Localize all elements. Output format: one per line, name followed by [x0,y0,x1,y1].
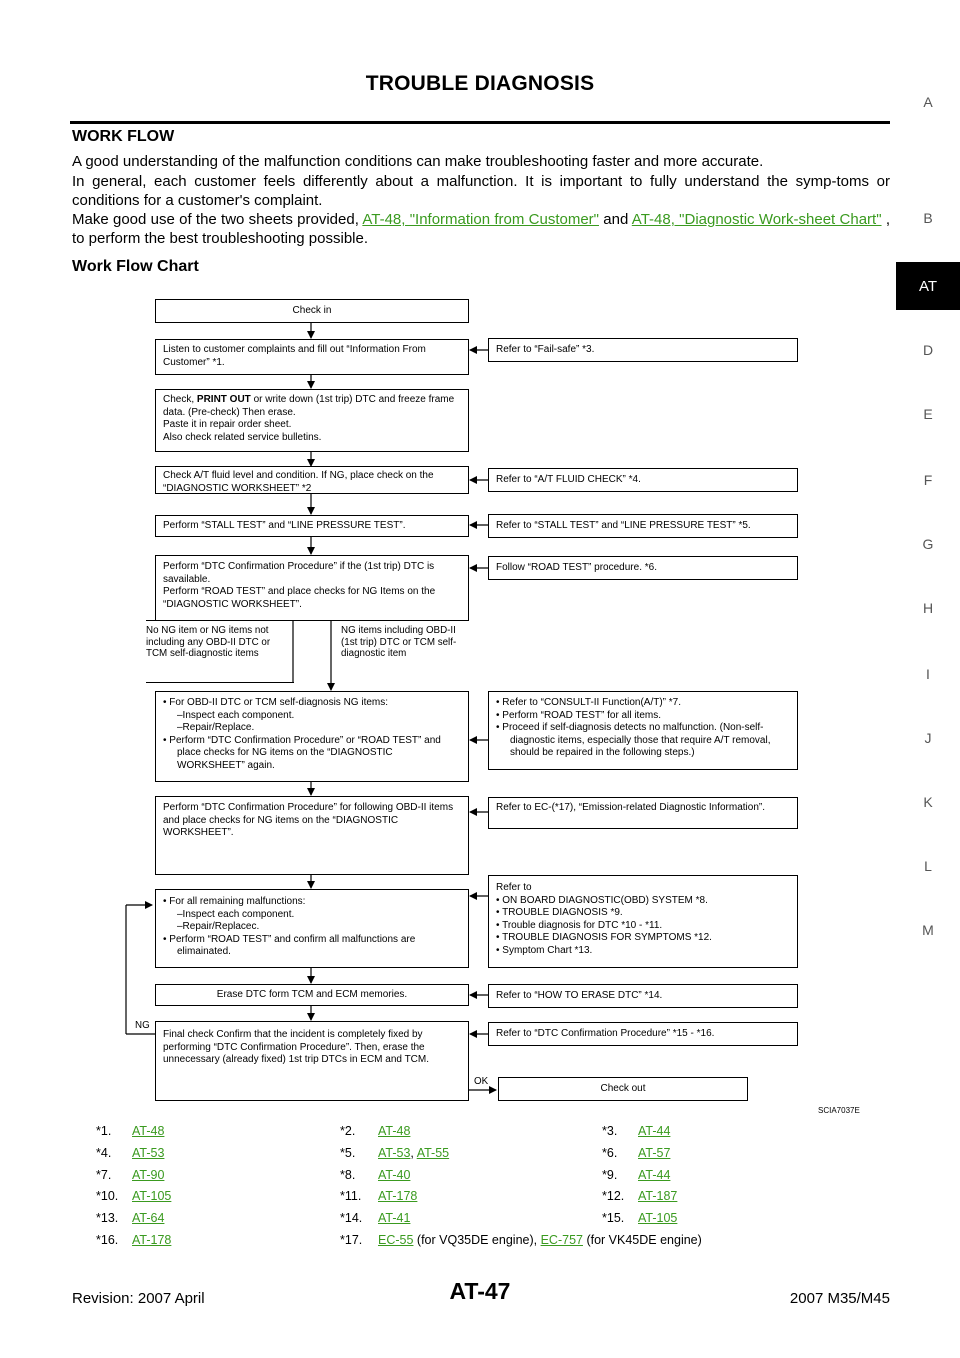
reference-number: *7. [96,1168,112,1182]
ref17-text-2: (for VK45DE engine) [582,1233,702,1247]
check-print-pre: Check, [163,394,197,405]
dtc-conf-line-2: Perform “ROAD TEST” and place checks for NG Items on the “DIAGNOSTIC WORKSHEET”. [163,586,436,610]
reference-item [340,1189,417,1203]
side-index-f[interactable]: F [923,472,933,488]
reference-number: *10. [96,1189,119,1203]
flow-road-test-ref: Follow “ROAD TEST” procedure. *6. [488,556,798,580]
check-print-post: or write down (1st trip) DTC and freeze frame data. (Pre-check) Then erase. [163,394,455,418]
flow-stall-ref: Refer to “STALL TEST” and “LINE PRESSURE TEST” *5. [488,514,798,538]
check-print-bold: PRINT OUT [196,394,251,405]
flow-check-print [155,389,469,452]
reference-17 [340,1233,702,1247]
reference-number: *13. [96,1211,119,1225]
ref17-number: *17. [340,1233,363,1247]
reference-link[interactable]: AT-57 [638,1146,671,1160]
reference-item [602,1189,677,1203]
side-index-a[interactable]: A [923,94,933,110]
reference-item [602,1211,677,1225]
obd-item-2: –Inspect each component. [177,709,295,721]
flow-emission-ref: Refer to EC-(*17), “Emission-related Diagnostic Information”. [488,797,798,829]
ref17-link-ec55[interactable]: EC-55 [378,1233,414,1247]
reference-number: *1. [96,1124,112,1138]
branch-left-rule-top [146,620,294,621]
flow-listen: Listen to customer complaints and fill out “Information From Customer” *1. [155,339,469,375]
reference-item [340,1211,410,1225]
side-index-k[interactable]: K [923,794,933,810]
branch-left-rule [146,682,294,683]
reference-item [96,1168,164,1182]
reference-link[interactable]: AT-178 [132,1233,172,1247]
reference-link[interactable]: AT-44 [638,1168,671,1182]
reference-link[interactable]: AT-53 [132,1146,165,1160]
reference-number: *5. [340,1146,356,1160]
reference-item [340,1146,449,1160]
reference-number: *6. [602,1146,618,1160]
section-heading: WORK FLOW [72,128,175,145]
flow-erase-ref: Refer to “HOW TO ERASE DTC” *14. [488,984,798,1008]
remaining-item-3: –Repair/Replacec. [177,921,260,932]
reference-link[interactable]: AT-64 [132,1211,165,1225]
reference-item [96,1233,171,1247]
reference-link[interactable]: AT-40 [378,1168,411,1182]
flow-dtc-confirmation [155,555,469,621]
refer-item-4: • TROUBLE DIAGNOSIS FOR SYMPTOMS *12. [496,932,712,943]
flow-fluid-check: Check A/T fluid level and condition. If NG, place check on the “DIAGNOSTIC WORKSHEET” *2 [155,466,469,494]
flow-check-out: Check out [498,1077,748,1101]
reference-number: *14. [340,1211,363,1225]
flow-final-ref: Refer to “DTC Confirmation Procedure” *15 - *16. [488,1022,798,1046]
reference-item [96,1124,164,1138]
side-index-m[interactable]: M [922,922,934,938]
side-index-d[interactable]: D [922,342,934,358]
reference-separator: , [410,1146,417,1160]
side-index-at-active[interactable]: AT [896,262,960,310]
reference-number: *12. [602,1189,625,1203]
side-index-h[interactable]: H [922,600,934,616]
consult-item-3: • Proceed if self-diagnosis detects no malfunction. (Non-self-diagnostic items, especially those that require A/T removal, should be repaired in the following steps.) [496,722,771,758]
reference-item [96,1146,164,1160]
reference-number: *16. [96,1233,119,1247]
obd-item-1: • For OBD-II DTC or TCM self-diagnosis NG items: [163,697,389,708]
reference-link[interactable]: AT-105 [638,1211,678,1225]
reference-number: *9. [602,1168,618,1182]
reference-item [96,1211,164,1225]
reference-number: *3. [602,1124,618,1138]
obd-item-4: • Perform “DTC Confirmation Procedure” or “ROAD TEST” and place checks for NG items on the “DIAGNOSTIC WORKSHEET” again. [163,734,441,771]
reference-number: *15. [602,1211,625,1225]
ok-label: OK [474,1076,489,1087]
intro-paragraph-1: A good understanding of the malfunction conditions can make troubleshooting faster and more accurate. [72,153,764,170]
side-index-b[interactable]: B [923,210,933,226]
diagram-code: SCIA7037E [818,1106,860,1115]
flow-dtc-following: Perform “DTC Confirmation Procedure” for following OBD-II items and place checks for NG items on the “DIAGNOSTIC WORKSHEET”. [155,796,469,875]
reference-number: *2. [340,1124,356,1138]
reference-link[interactable]: AT-41 [378,1211,411,1225]
page-title: TROUBLE DIAGNOSIS [365,72,595,95]
side-index-j[interactable]: J [924,730,932,746]
ng-label: NG [135,1020,150,1031]
ref17-link-ec757[interactable]: EC-757 [540,1233,583,1247]
reference-number: *11. [340,1189,362,1203]
remaining-item-1: • For all remaining malfunctions: [163,896,306,907]
reference-link[interactable]: AT-105 [132,1189,172,1203]
refer-item-2: • TROUBLE DIAGNOSIS *9. [496,907,623,918]
remaining-item-2: –Inspect each component. [177,908,295,920]
reference-link[interactable]: AT-48 [132,1124,165,1138]
consult-item-2: • Perform “ROAD TEST” for all items. [496,709,662,721]
ref17-text-1: (for VQ35DE engine), [413,1233,541,1247]
flow-final-check: Final check Confirm that the incident is completely fixed by performing “DTC Confirmation Procedure”. Then, erase the unnecessary (already fixed) 1st trip DTCs in ECM and TCM. [155,1021,469,1101]
refer-item-3: • Trouble diagnosis for DTC *10 - *11. [496,919,663,931]
reference-item [340,1168,410,1182]
reference-link[interactable]: AT-53 [378,1146,411,1160]
subheading-work-flow-chart: Work Flow Chart [72,258,199,275]
refer-item-5: • Symptom Chart *13. [496,944,593,956]
reference-link[interactable]: AT-48 [378,1124,411,1138]
flow-erase-dtc: Erase DTC form TCM and ECM memories. [155,984,469,1006]
footer-model: 2007 M35/M45 [789,1290,890,1307]
footer-page-number: AT-47 [449,1278,511,1304]
reference-link[interactable]: AT-187 [638,1189,678,1203]
obd-item-3: –Repair/Replace. [177,722,255,733]
dtc-conf-line-1: Perform “DTC Confirmation Procedure” if the (1st trip) DTC is savailable. [163,561,435,585]
footer-revision: Revision: 2007 April [72,1290,205,1307]
remaining-item-4: • Perform “ROAD TEST” and confirm all malfunctions are elimainated. [163,933,416,957]
flow-fail-safe-ref: Refer to “Fail-safe” *3. [488,338,798,362]
refer-item-1: • ON BOARD DIAGNOSTIC(OBD) SYSTEM *8. [496,894,708,906]
reference-link[interactable]: AT-44 [638,1124,671,1138]
reference-item [602,1168,670,1182]
intro-paragraph-2: In general, each customer feels differently about a malfunction. It is important to fully understand the symp-toms or conditions for a customer's complaint. [72,173,890,209]
consult-item-1: • Refer to “CONSULT-II Function(A/T)” *7. [496,697,682,708]
link-information-from-customer[interactable]: AT-48, "Information from Customer" [362,211,599,228]
intro-text-post: , to perform the best troubleshooting possible. [72,211,890,247]
branch-left-label: No NG item or NG items not including any OBD-II DTC or TCM self-diagnostic items [146,625,271,659]
check-bulletins: Also check related service bulletins. [163,431,322,443]
reference-item [96,1189,171,1203]
side-index-e[interactable]: E [923,406,933,422]
flow-consult-ref [488,691,798,770]
flow-stall-test: Perform “STALL TEST” and “LINE PRESSURE TEST”. [155,515,469,537]
reference-number: *8. [340,1168,356,1182]
branch-right-label: NG items including OBD-II (1st trip) DTC or TCM self-diagnostic item [341,625,457,659]
reference-item [340,1124,410,1138]
link-diagnostic-worksheet[interactable]: AT-48, "Diagnostic Work-sheet Chart" [631,211,882,228]
reference-link[interactable]: AT-55 [416,1146,450,1160]
flow-fluid-ref: Refer to “A/T FLUID CHECK” *4. [488,468,798,492]
side-index-l[interactable]: L [924,858,932,874]
intro-text-pre: Make good use of the two sheets provided, [72,211,363,228]
reference-link[interactable]: AT-178 [378,1189,418,1203]
check-paste: Paste it in repair order sheet. [163,419,292,430]
flow-remaining-malfunctions [155,889,469,968]
flow-refer-to-list [488,875,798,968]
flow-check-in: Check in [155,299,469,323]
reference-item [602,1146,670,1160]
reference-item [602,1124,670,1138]
side-index-g[interactable]: G [922,536,934,552]
side-index-i[interactable]: I [926,666,930,682]
reference-link[interactable]: AT-90 [132,1168,165,1182]
flow-obd-ng-items [155,691,469,782]
refer-item-0: Refer to [496,882,532,893]
intro-text-mid: and [599,211,632,228]
reference-number: *4. [96,1146,112,1160]
